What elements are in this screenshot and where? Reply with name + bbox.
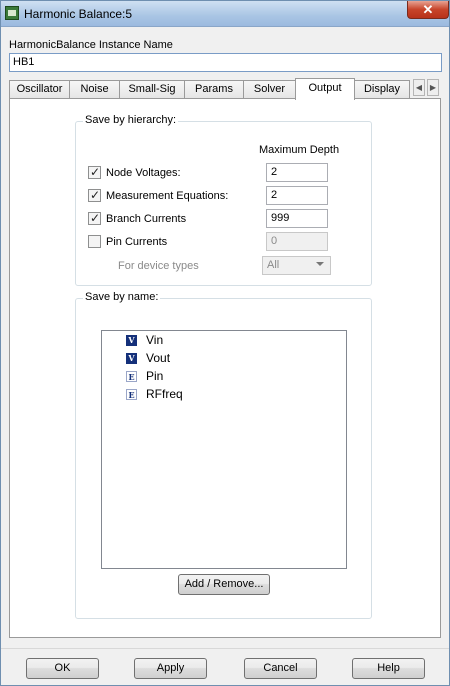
- equation-variable-icon: E: [126, 389, 137, 400]
- voltage-variable-icon: V: [126, 353, 137, 364]
- branch-currents-label: Branch Currents: [106, 213, 187, 225]
- instance-name-input[interactable]: HB1: [9, 53, 442, 72]
- device-types-select: [262, 256, 331, 275]
- measurement-equations-depth-field[interactable]: 2: [266, 186, 328, 205]
- tab-scroll-right-icon[interactable]: ▶: [427, 79, 439, 96]
- pin-currents-depth-field: 0: [266, 232, 328, 251]
- measurement-equations-checkbox[interactable]: [88, 189, 101, 202]
- device-types-value: All: [267, 259, 280, 271]
- save-by-name-title: Save by name:: [85, 291, 159, 303]
- measurement-equations-label: Measurement Equations:: [106, 190, 229, 202]
- close-button[interactable]: ✕: [407, 1, 449, 19]
- instance-name-label: HarmonicBalance Instance Name: [9, 39, 173, 51]
- tab-strip: [9, 78, 441, 99]
- ok-button[interactable]: OK: [26, 658, 99, 679]
- tab-solver[interactable]: Solver: [243, 80, 296, 99]
- app-icon: [5, 6, 19, 20]
- pin-currents-label: Pin Currents: [106, 236, 168, 248]
- tab-oscillator[interactable]: Oscillator: [9, 80, 70, 99]
- chevron-down-icon: [316, 262, 324, 266]
- save-by-hierarchy-title: Save by hierarchy:: [85, 114, 177, 126]
- tab-params[interactable]: Params: [184, 80, 244, 99]
- tab-display[interactable]: Display: [354, 80, 410, 99]
- branch-currents-checkbox[interactable]: [88, 212, 101, 225]
- pin-currents-checkbox[interactable]: [88, 235, 101, 248]
- tab-scroll-left-icon[interactable]: ◀: [413, 79, 425, 96]
- list-item-label: Pin: [146, 369, 164, 383]
- title-bar[interactable]: [1, 1, 449, 27]
- node-voltages-depth-field[interactable]: 2: [266, 163, 328, 182]
- tab-small-sig[interactable]: Small-Sig: [119, 80, 185, 99]
- apply-button[interactable]: Apply: [134, 658, 207, 679]
- saved-variables-list[interactable]: [101, 330, 347, 569]
- window-title: Harmonic Balance:5: [24, 7, 133, 21]
- maximum-depth-header: Maximum Depth: [259, 144, 340, 156]
- list-item-label: Vin: [146, 333, 164, 347]
- list-item-label: RFfreq: [146, 387, 183, 401]
- branch-currents-depth-field[interactable]: 999: [266, 209, 328, 228]
- cancel-button[interactable]: Cancel: [244, 658, 317, 679]
- help-button[interactable]: Help: [352, 658, 425, 679]
- add-remove-button[interactable]: Add / Remove...: [178, 574, 270, 595]
- dialog-button-bar: [1, 648, 449, 649]
- node-voltages-checkbox[interactable]: [88, 166, 101, 179]
- voltage-variable-icon: V: [126, 335, 137, 346]
- node-voltages-label: Node Voltages:: [106, 167, 181, 179]
- tab-output[interactable]: Output: [295, 78, 355, 100]
- tab-noise[interactable]: Noise: [69, 80, 120, 99]
- equation-variable-icon: E: [126, 371, 137, 382]
- device-types-label: For device types: [118, 260, 199, 272]
- list-item-label: Vout: [146, 351, 171, 365]
